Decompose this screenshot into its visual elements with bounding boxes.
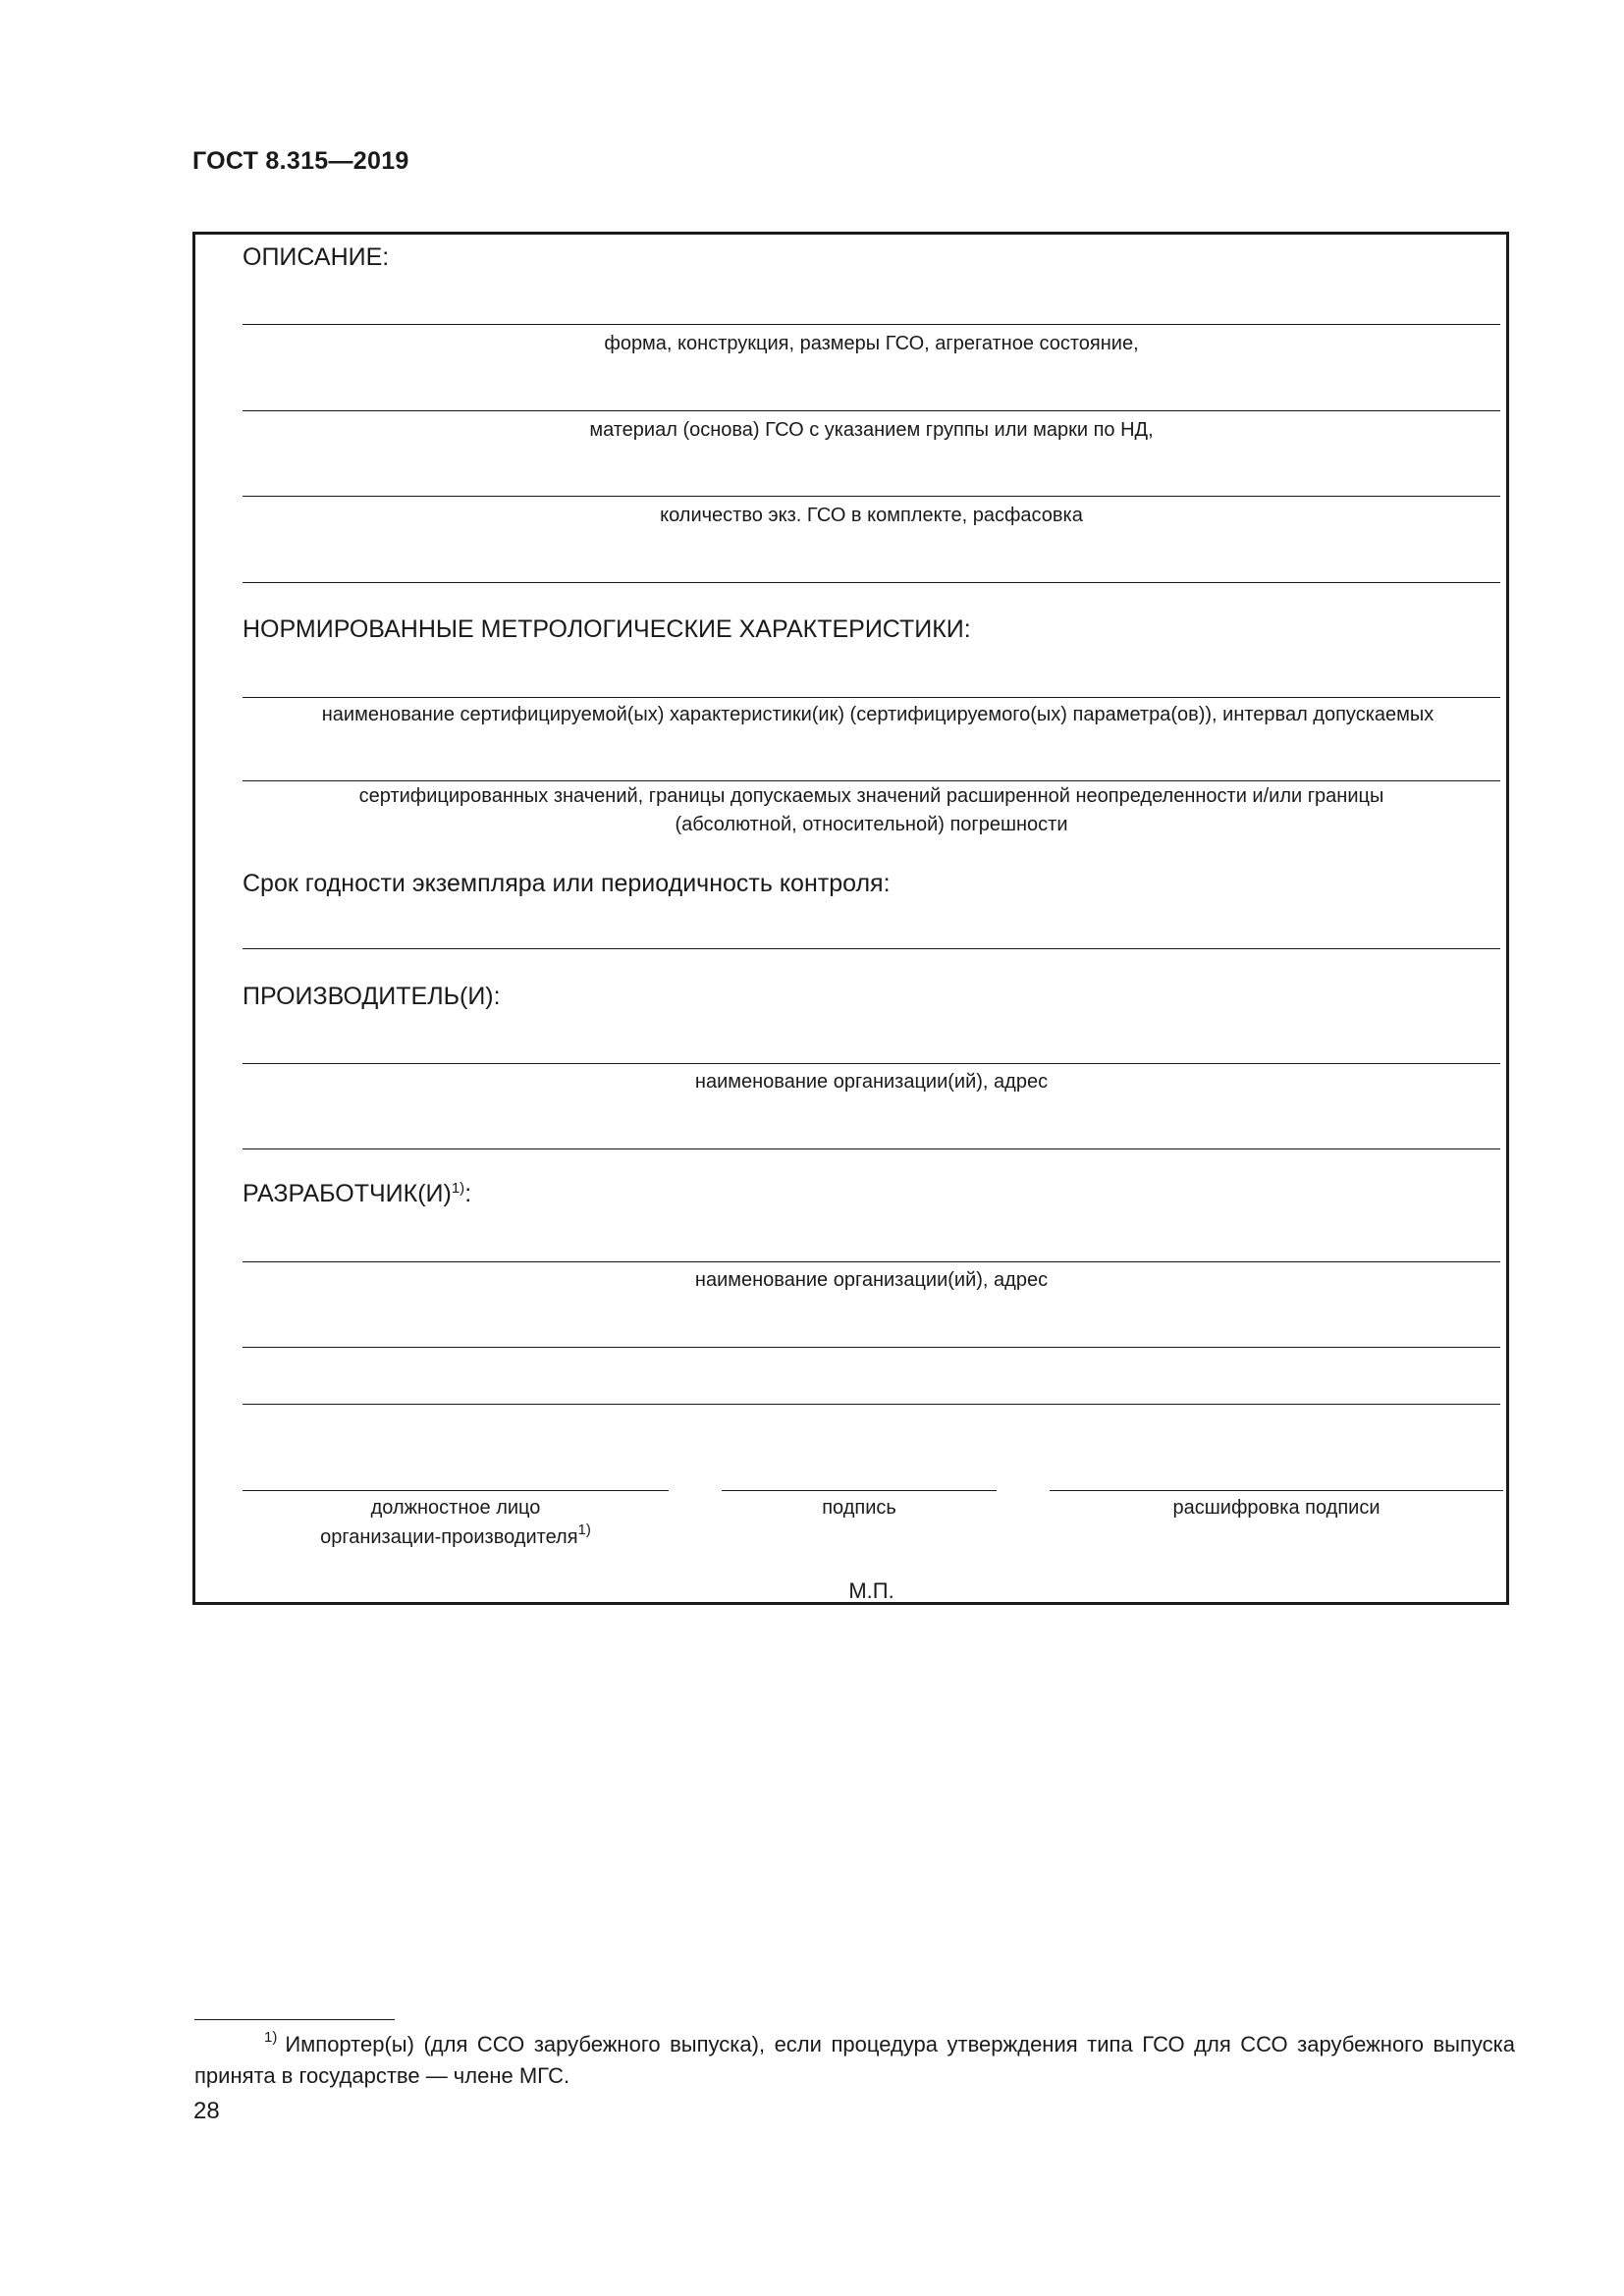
footnote xyxy=(194,2029,1515,2092)
footnote-mark: 1) xyxy=(264,2029,278,2046)
description-caption-1: форма, конструкция, размеры ГСО, агрегатное состояние, xyxy=(604,333,1139,354)
shelf-life-heading: Срок годности экземпляра или периодичность контроля: xyxy=(243,870,891,897)
manufacturer-line-2[interactable] xyxy=(243,1148,1500,1149)
manufacturer-heading: ПРОИЗВОДИТЕЛЬ(И): xyxy=(243,983,501,1010)
developer-heading-text: РАЗРАБОТЧИК(И) xyxy=(243,1180,452,1207)
official-caption-org: организации-производителя xyxy=(320,1526,578,1548)
description-line-1[interactable] xyxy=(243,324,1500,325)
footnote-rule xyxy=(194,2019,395,2020)
metrological-heading: НОРМИРОВАННЫЕ МЕТРОЛОГИЧЕСКИЕ ХАРАКТЕРИСТИКИ: xyxy=(243,615,971,643)
official-caption-line-1: должностное лицо xyxy=(370,1497,541,1519)
signature-decoding-line[interactable] xyxy=(1050,1490,1503,1491)
shelf-life-line[interactable] xyxy=(243,948,1500,949)
description-line-3[interactable] xyxy=(243,496,1500,497)
manufacturer-caption: наименование организации(ий), адрес xyxy=(694,1071,1049,1093)
official-footnote-mark: 1) xyxy=(577,1522,591,1538)
metrological-caption-3: (абсолютной, относительной) погрешности xyxy=(675,814,1068,835)
metrological-line-1[interactable] xyxy=(243,697,1500,698)
document-number: ГОСТ 8.315—2019 xyxy=(192,147,409,175)
official-caption xyxy=(243,1493,669,1552)
footnote-text-wrapper xyxy=(194,2029,1515,2092)
official-signature-line[interactable] xyxy=(243,1490,669,1491)
description-heading: ОПИСАНИЕ: xyxy=(243,243,390,271)
page-number: 28 xyxy=(193,2098,220,2124)
manufacturer-line-1[interactable] xyxy=(243,1063,1500,1064)
signature-line[interactable] xyxy=(722,1490,997,1491)
metrological-line-2[interactable] xyxy=(243,780,1500,781)
description-caption-3: количество экз. ГСО в комплекте, расфасовка xyxy=(660,505,1083,526)
developer-heading xyxy=(243,1180,471,1208)
description-line-4[interactable] xyxy=(243,582,1500,583)
footnote-text: Импортер(ы) (для ССО зарубежного выпуска), если процедура утверждения типа ГСО для ССО зарубежного выпуска принята в государстве — члене МГС. xyxy=(194,2032,1515,2088)
stamp-place: М.П. xyxy=(848,1578,894,1603)
developer-heading-colon: : xyxy=(464,1180,472,1207)
metrological-caption-1: наименование сертифицируемой(ых) характеристики(ик) (сертифицируемого(ых) параметра(ов)), интервал допускаемых xyxy=(321,704,1435,725)
description-caption-2: материал (основа) ГСО с указанием группы или марки по НД, xyxy=(589,419,1154,441)
developer-line-3[interactable] xyxy=(243,1404,1500,1405)
signature-decoding-caption: расшифровка подписи xyxy=(1172,1497,1380,1519)
developer-line-2[interactable] xyxy=(243,1347,1500,1348)
developer-footnote-mark: 1) xyxy=(451,1180,465,1197)
metrological-caption-2: сертифицированных значений, границы допускаемых значений расширенной неопределенности и/или границы xyxy=(358,785,1384,807)
developer-line-1[interactable] xyxy=(243,1261,1500,1262)
signature-caption: подпись xyxy=(822,1497,896,1519)
official-caption-line-2 xyxy=(243,1522,669,1552)
developer-caption: наименование организации(ий), адрес xyxy=(694,1269,1049,1291)
description-line-2[interactable] xyxy=(243,410,1500,411)
